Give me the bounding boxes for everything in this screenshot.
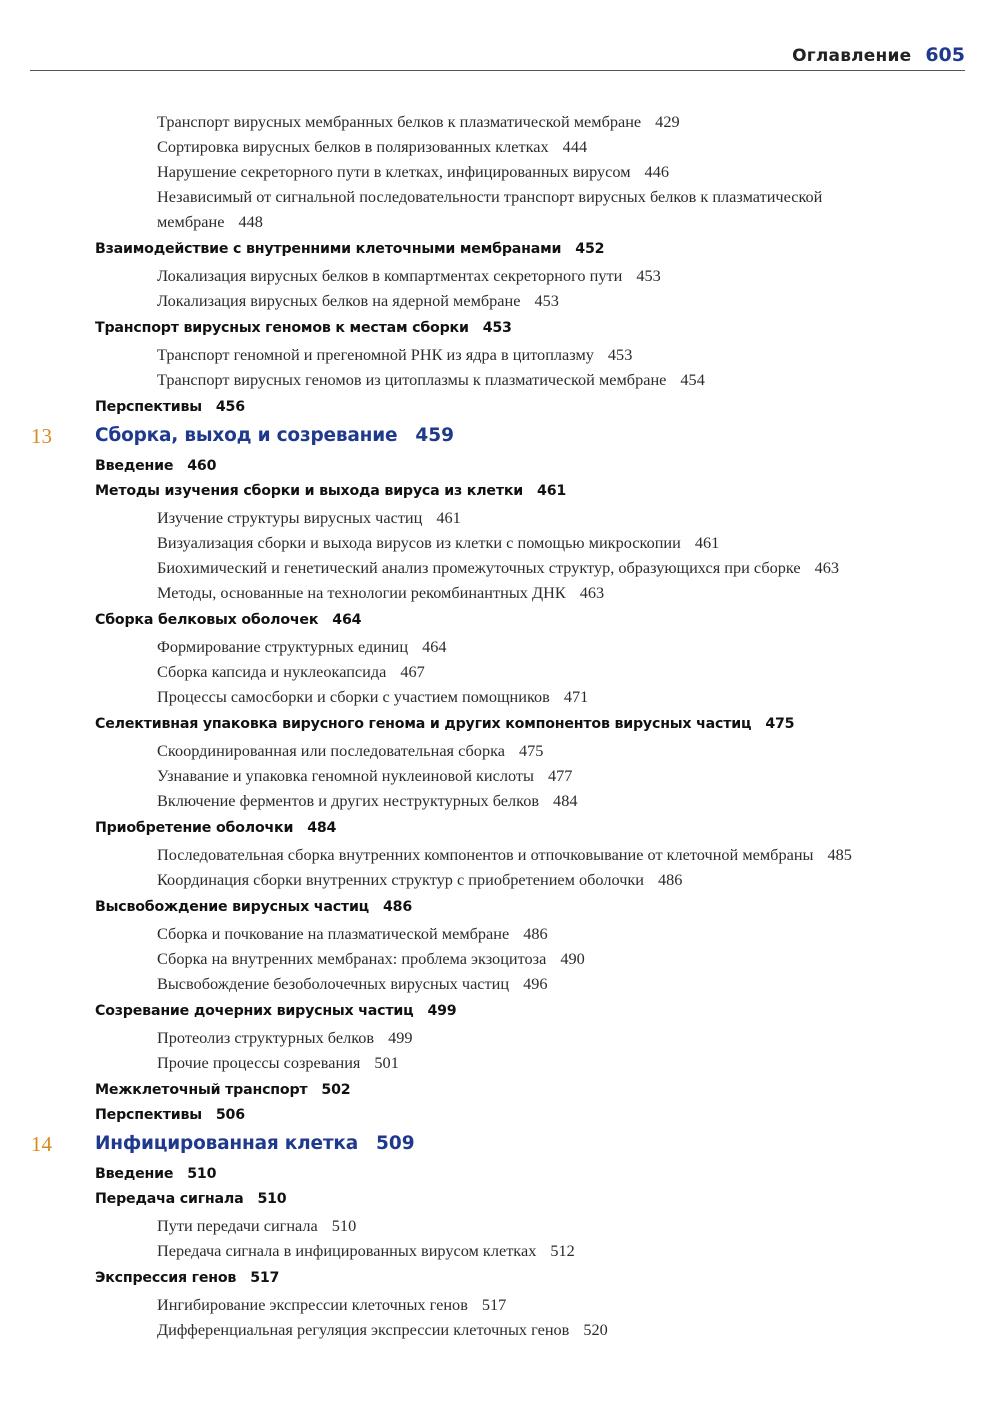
entry-page-number: 517 [250,1270,280,1286]
entry-page-number: 501 [374,1053,399,1072]
toc-subsection [0,342,1000,367]
entry-page-number: 510 [331,1216,357,1235]
entry-title: Ингибирование экспрессии клеточных генов [157,1295,468,1314]
entry-page-number: 461 [436,508,461,527]
entry-page-number: 448 [238,212,263,231]
entry-title: Узнавание и упаковка геномной нуклеиновой кислоты [157,766,534,785]
entry-title: Сортировка вирусных белков в поляризованных клетках [157,137,549,156]
entry-title: Методы, основанные на технологии рекомбинантных ДНК [157,583,566,602]
toc-subsection [0,634,1000,659]
toc-subsection [0,555,1000,580]
toc-subsection [0,288,1000,313]
entry-page-number: 453 [534,291,559,310]
entry-page-number: 486 [523,924,548,943]
toc-chapter [0,1131,1000,1158]
entry-title: Перспективы [95,1107,202,1123]
entry-title: Передача сигнала [95,1191,244,1207]
entry-page-number: 510 [257,1191,287,1207]
entry-title: Приобретение оболочки [95,820,294,836]
entry-page-number: 512 [550,1241,575,1260]
entry-page-number: 429 [655,112,680,131]
entry-page-number: 467 [400,662,425,681]
entry-page-number: 484 [307,820,337,836]
entry-title: Прочие процессы созревания [157,1053,361,1072]
toc-subsection [0,946,1000,971]
toc-section [0,1080,1000,1100]
entry-page-number: 520 [583,1320,608,1339]
toc-subsection [0,763,1000,788]
entry-title: Взаимодействие с внутренними клеточными мембранами [95,241,562,257]
entry-title: Процессы самосборки и сборки с участием помощников [157,687,550,706]
toc-subsection [0,367,1000,392]
entry-page-number: 453 [482,320,512,336]
toc-subsection [0,109,1000,134]
entry-page-number: 477 [547,766,573,785]
entry-title: Включение ферментов и других неструктурных белков [157,791,540,810]
entry-page-number: 499 [427,1003,457,1019]
toc-subsection [0,842,1000,867]
entry-title: Транспорт вирусных мембранных белков к плазматической мембране [157,112,642,131]
entry-page-number: 461 [694,533,720,552]
toc-subsection [0,505,1000,530]
header-title: Оглавление [792,46,912,66]
entry-title: Биохимический и генетический анализ промежуточных структур, образующихся при сборке [157,558,801,577]
toc-section [0,239,1000,259]
entry-page-number: 499 [388,1028,413,1047]
toc-section [0,1164,1000,1184]
entry-page-number: 502 [321,1082,351,1098]
toc-section [0,1268,1000,1288]
toc-section [0,318,1000,338]
entry-page-number: 506 [215,1107,245,1123]
entry-page-number: 464 [422,637,447,656]
entry-title: Пути передачи сигнала [157,1216,318,1235]
entry-title: Экспрессия генов [95,1270,237,1286]
entry-title: Независимый от сигнальной последовательности транспорт вирусных белков к плазматической мембране [157,187,823,231]
entry-page-number: 475 [518,741,544,760]
toc-section [0,1105,1000,1125]
toc-subsection [0,1050,1000,1075]
entry-page-number: 484 [553,791,578,810]
toc-subsection [0,580,1000,605]
entry-title: Сборка на внутренних мембранах: проблема экзоцитоза [157,949,547,968]
entry-page-number: 490 [560,949,585,968]
entry-title: Локализация вирусных белков в компартментах секреторного пути [157,266,623,285]
toc-subsection [0,530,1000,555]
entry-title: Высвобождение безоболочечных вирусных частиц [157,974,510,993]
entry-title: Передача сигнала в инфицированных вирусом клетках [157,1241,537,1260]
entry-page-number: 453 [636,266,661,285]
entry-title: Высвобождение вирусных частиц [95,899,369,915]
toc-subsection [0,921,1000,946]
toc-section [0,714,1000,734]
toc-subsection [0,684,1000,709]
toc-subsection [0,1292,1000,1317]
entry-title: Инфицированная клетка [95,1133,358,1154]
entry-page-number: 471 [563,687,589,706]
entry-title: Введение [95,1166,174,1182]
page-header [30,44,965,71]
entry-title: Сборка и почкование на плазматической мембране [157,924,510,943]
entry-page-number: 463 [579,583,605,602]
entry-title: Межклеточный транспорт [95,1082,308,1098]
toc-section [0,1001,1000,1021]
entry-page-number: 485 [827,845,852,864]
toc-section [0,481,1000,501]
toc-section [0,897,1000,917]
toc-subsection [0,1238,1000,1263]
entry-title: Методы изучения сборки и выхода вируса из клетки [95,483,524,499]
toc-section [0,610,1000,630]
entry-title: Визуализация сборки и выхода вирусов из клетки с помощью микроскопии [157,533,681,552]
entry-title: Нарушение секреторного пути в клетках, инфицированных вирусом [157,162,631,181]
entry-page-number: 486 [383,899,413,915]
entry-title: Дифференциальная регуляция экспрессии клеточных генов [157,1320,570,1339]
entry-title: Сборка белковых оболочек [95,612,319,628]
entry-page-number: 452 [575,241,605,257]
entry-page-number: 454 [680,370,705,389]
entry-title: Локализация вирусных белков на ядерной мембране [157,291,521,310]
entry-page-number: 456 [215,399,245,415]
toc-subsection [0,788,1000,813]
entry-title: Транспорт вирусных геномов к местам сборки [95,320,469,336]
toc-section [0,397,1000,417]
entry-title: Транспорт геномной и прегеномной РНК из ядра в цитоплазму [157,345,594,364]
entry-page-number: 510 [187,1166,217,1182]
entry-title: Селективная упаковка вирусного генома и других компонентов вирусных частиц [95,716,752,732]
entry-page-number: 444 [562,137,588,156]
header-page-number: 605 [925,44,965,66]
entry-title: Последовательная сборка внутренних компонентов и отпочковывание от клеточной мембраны [157,845,814,864]
toc-section [0,818,1000,838]
table-of-contents [0,109,1000,1342]
toc-subsection [0,971,1000,996]
chapter-number: 14 [31,1132,52,1156]
toc-section [0,1189,1000,1209]
entry-page-number: 453 [607,345,633,364]
entry-title: Сборка, выход и созревание [95,425,398,446]
toc-subsection [0,1317,1000,1342]
entry-title: Введение [95,458,174,474]
entry-page-number: 459 [415,425,454,446]
entry-page-number: 461 [537,483,567,499]
entry-page-number: 446 [644,162,669,181]
entry-title: Координация сборки внутренних структур с приобретением оболочки [157,870,645,889]
toc-subsection [0,263,1000,288]
toc-subsection [0,1213,1000,1238]
entry-title: Скоординированная или последовательная сборка [157,741,505,760]
toc-subsection [0,159,1000,184]
entry-page-number: 496 [523,974,548,993]
entry-title: Созревание дочерних вирусных частиц [95,1003,414,1019]
entry-page-number: 517 [481,1295,507,1314]
toc-section [0,456,1000,476]
entry-page-number: 486 [658,870,683,889]
entry-title: Формирование структурных единиц [157,637,409,656]
toc-chapter [0,423,1000,450]
toc-subsection [0,134,1000,159]
toc-subsection [0,867,1000,892]
toc-subsection [0,659,1000,684]
toc-subsection [0,184,917,234]
entry-title: Протеолиз структурных белков [157,1028,375,1047]
entry-title: Сборка капсида и нуклеокапсида [157,662,387,681]
entry-page-number: 475 [765,716,795,732]
chapter-number: 13 [31,424,52,448]
toc-subsection [0,738,1000,763]
entry-page-number: 464 [332,612,362,628]
entry-title: Перспективы [95,399,202,415]
entry-title: Транспорт вирусных геномов из цитоплазмы к плазматической мембране [157,370,667,389]
toc-subsection [0,1025,1000,1050]
entry-title: Изучение структуры вирусных частиц [157,508,423,527]
entry-page-number: 509 [375,1133,415,1154]
entry-page-number: 463 [814,558,840,577]
entry-page-number: 460 [187,458,217,474]
